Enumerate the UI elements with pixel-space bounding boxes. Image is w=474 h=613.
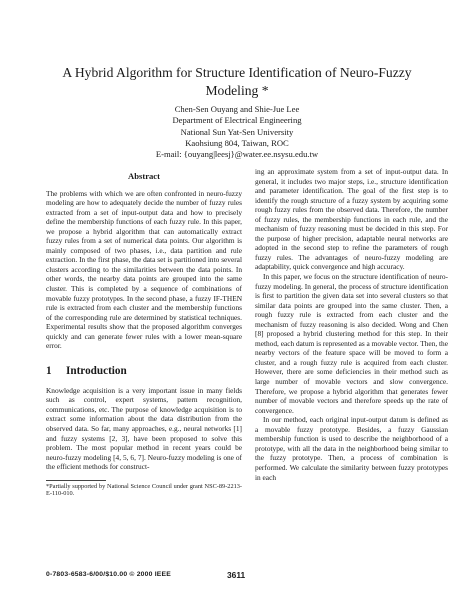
title-line-1: A Hybrid Algorithm for Structure Identification of Neuro-Fuzzy: [62, 65, 412, 80]
funding-footnote: *Partially supported by National Science Council under grant NSC-89-2213-E-110-010.: [46, 482, 242, 498]
body-paragraph-2: In this paper, we focus on the structure identification of neuro-fuzzy modeling. In general, the process of structure identification is first to partition the given data set into several clusters so that similar data points are grouped into the same cluster. Then, a rough fuzzy rule is extracted from each cluster and the mechanism of fuzzy reasoning is also decided. Wong and Chen [8] proposed a hybrid clustering method for this step. In their method, each datum is represented as a movable vector. Then, the nearby vectors of the feature space will be moved to form a cluster, and a rough fuzzy rule is acquired from each cluster. However, there are some deficiencies in their method such as large number of movable vectors and slow convergence. Therefore, we propose a hybrid algorithm that generates fewer number of movable vectors and therefore speeds up the rate of convergence.: [255, 272, 448, 415]
author-university: National Sun Yat-Sen University: [180, 126, 294, 137]
author-city: Kaohsiung 804, Taiwan, ROC: [185, 137, 289, 148]
section-number: 1: [46, 364, 52, 377]
left-column: [46, 167, 242, 498]
abstract-heading: Abstract: [128, 171, 160, 181]
introduction-paragraph: Knowledge acquisition is a very important issue in many fields such as control, expert systems, pattern recognition, communications, etc. The purpose of knowledge acquisition is to extract some information about the data distribution from the observed data. So far, many approaches, e.g., neural networks [1] and fuzzy systems [2, 3], have been proposed to solve this problem. The most popular method in recent years could be neuro-fuzzy modeling [4, 5, 6, 7]. Neuro-fuzzy modeling is one of the efficient methods for construct-: [46, 385, 242, 472]
author-department: Department of Electrical Engineering: [172, 115, 302, 126]
body-paragraph-3: In our method, each original input-output datum is defined as a movable fuzzy prototype. Besides, a fuzzy Gaussian membership function is used to describe the neighborhood of a prototype, with all the data in the neighborhood being similar to the fuzzy prototype. Then, a process of combination is performed. We calculate the similarity between fuzzy prototypes in each: [255, 415, 448, 482]
body-paragraph-1: ing an approximate system from a set of input-output data. In general, it includes two major steps, i.e., structure identification and parameter identification. The goal of the first step is to identify the rough structure of a fuzzy system by acquiring some rough fuzzy rules from the observed data. Therefore, the number of fuzzy rules, the membership functions in each rule, and the mechanism of fuzzy reasoning must be decided in this step. For the purpose of higher precision, adaptable neural networks are adopted in the second step to refine the parameters of rough fuzzy rules. The advantages of neuro-fuzzy modeling are adaptability, quick convergence and high accuracy.: [255, 167, 448, 272]
author-names: Chen-Sen Ouyang and Shie-Jue Lee: [174, 104, 300, 114]
section-title: Introduction: [66, 364, 127, 377]
page-number: 3611: [227, 570, 246, 580]
author-email: E-mail: {ouyang|leesj}@water.ee.nsysu.edu.tw: [155, 149, 319, 160]
abstract-text: The problems with which we are often confronted in neuro-fuzzy modeling are how to adequately decide the number of fuzzy rules extracted from a set of input-output data and how to precisely define the membership functions of each fuzzy rule. In this paper, we propose a hybrid algorithm that can automatically extract fuzzy rules from a set of numerical data points. Our algorithm is mainly composed of two phases, i.e., data partition and rule extraction. In the first phase, the data set is partitioned into several clusters according to the similarities between the data points. In other words, the nearby data points are grouped into the same cluster. This is completed by a sequence of combinations of movable fuzzy prototypes. In the second phase, a fuzzy IF-THEN rule is extracted from each cluster and the membership functions of the corresponding rule are determined by statistical techniques. Experimental results show that the proposed algorithm converges quickly and can generate fewer rules with a lower mean-square error.: [46, 188, 242, 351]
title-line-2: Modeling *: [205, 83, 269, 98]
author-block: [80, 104, 394, 160]
paper-title: [40, 64, 434, 100]
footnote-divider: [46, 480, 106, 481]
section-heading-introduction: [46, 365, 242, 378]
footer-isbn: 0-7803-6583-6/00/$10.00 © 2000 IEEE: [46, 571, 171, 578]
right-column: [255, 167, 448, 482]
